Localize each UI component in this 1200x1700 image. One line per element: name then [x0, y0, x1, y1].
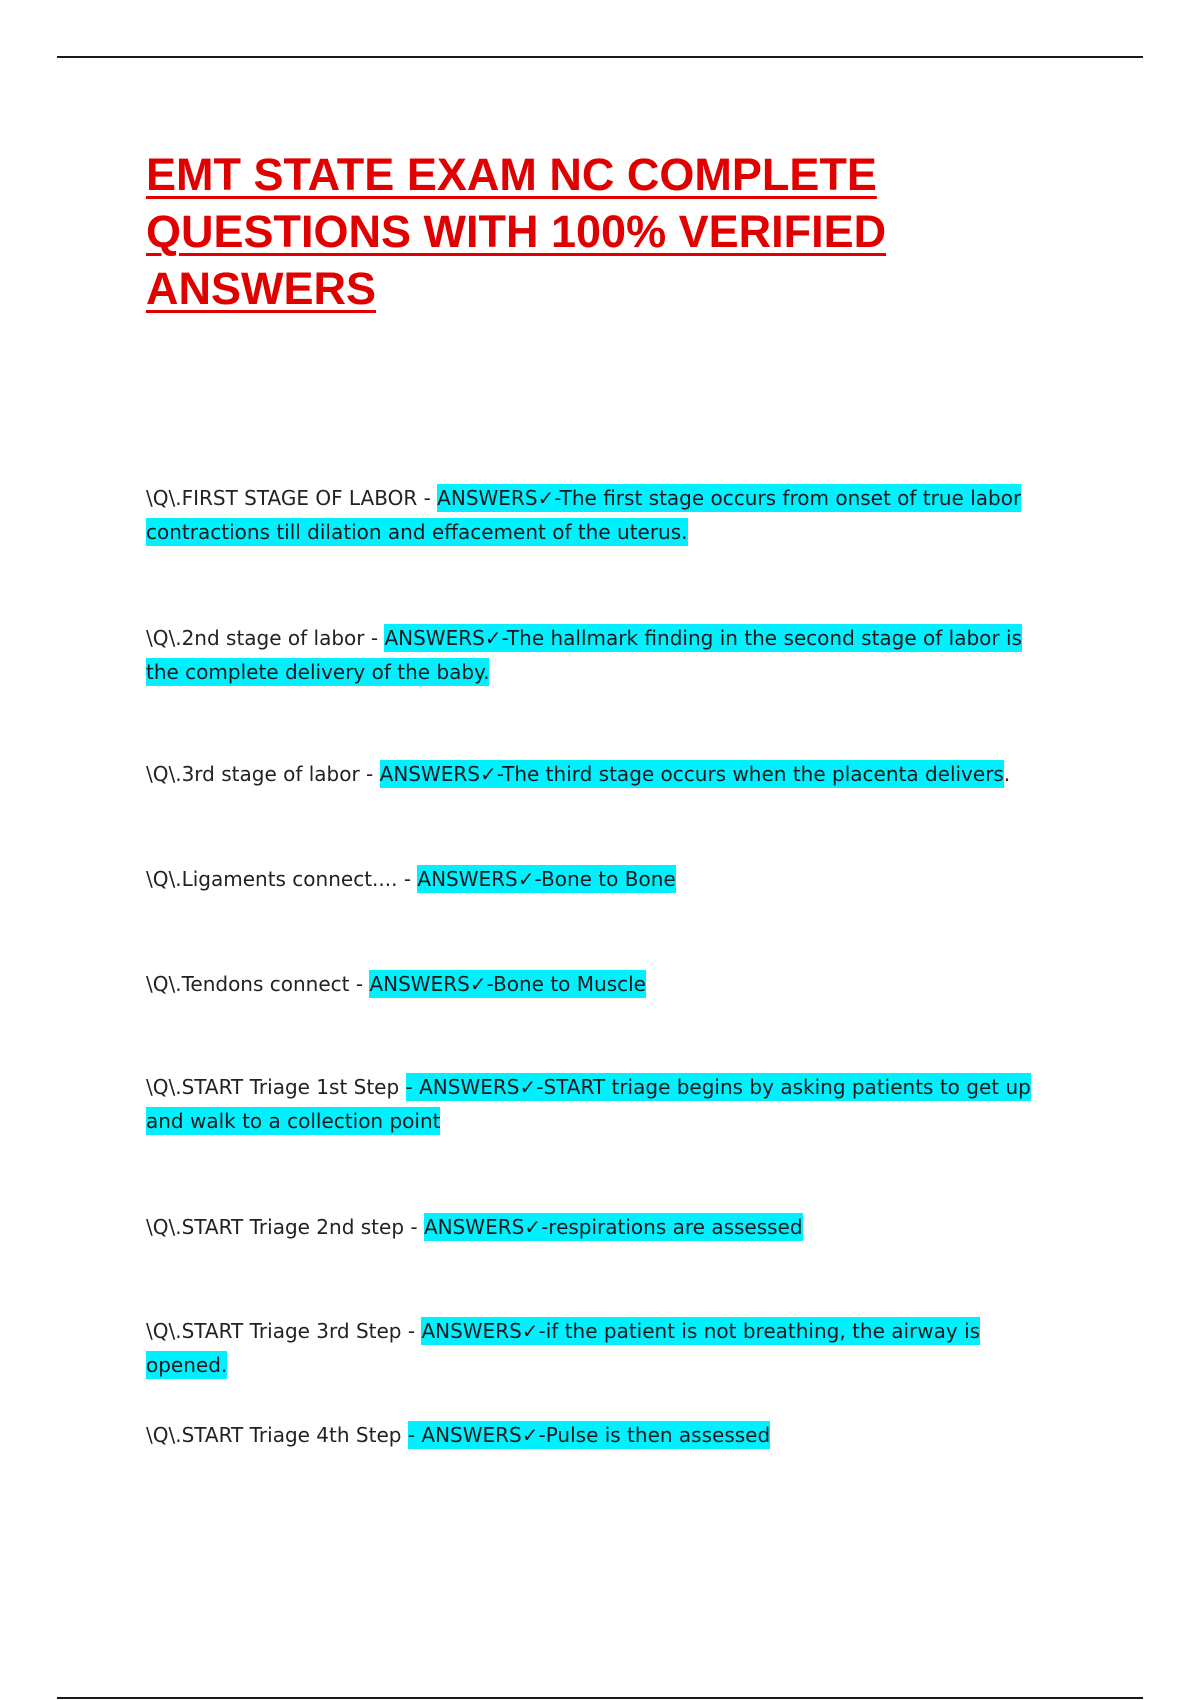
qa-item-8: [146, 1314, 1056, 1382]
qa-item-6: [146, 1070, 1056, 1138]
answer-highlight: ANSWERS✓-The third stage occurs when the placenta delivers: [379, 762, 1004, 786]
separator: -: [404, 1215, 424, 1239]
answer-highlight: - ANSWERS✓-Pulse is then assessed: [407, 1423, 771, 1447]
qa-item-2: [146, 621, 1056, 689]
answer-highlight: ANSWERS✓-Bone to Bone: [417, 867, 676, 891]
qa-item-9: [146, 1418, 1056, 1452]
question-text: \Q\.START Triage 4th Step: [146, 1423, 402, 1447]
separator: -: [349, 972, 370, 996]
answer-highlight: ANSWERS✓-if the patient is not breathing, the airway is opened.: [146, 1319, 981, 1377]
qa-item-7: [146, 1210, 1056, 1244]
question-text: \Q\.Tendons connect: [146, 972, 350, 996]
footer-rule: [57, 1697, 1143, 1699]
answer-highlight: ANSWERS✓-The first stage occurs from onset of true labor contractions till dilation and effacement of the uterus.: [146, 486, 1022, 544]
header-rule: [57, 56, 1143, 58]
separator: -: [401, 1319, 422, 1343]
qa-item-1: [146, 481, 1056, 549]
separator: [401, 1423, 407, 1447]
question-text: \Q\.START Triage 2nd step: [146, 1215, 405, 1239]
question-text: \Q\.3rd stage of labor: [146, 762, 360, 786]
question-text: \Q\.Ligaments connect....: [146, 867, 398, 891]
separator: -: [417, 486, 438, 510]
trailing-text: .: [1003, 762, 1011, 786]
qa-item-5: [146, 967, 1056, 1001]
question-text: \Q\.START Triage 1st Step: [146, 1075, 400, 1099]
separator: [399, 1075, 405, 1099]
document-title: EMT STATE EXAM NC COMPLETE QUESTIONS WITH 100% VERIFIED ANSWERS: [146, 149, 887, 314]
answer-highlight: ANSWERS✓-Bone to Muscle: [369, 972, 646, 996]
qa-item-3: [146, 757, 1056, 791]
answer-highlight: ANSWERS✓-respirations are assessed: [423, 1215, 803, 1239]
question-text: \Q\.START Triage 3rd Step: [146, 1319, 402, 1343]
answer-highlight: - ANSWERS✓-START triage begins by asking patients to get up and walk to a collection point: [146, 1075, 1031, 1133]
answer-highlight: ANSWERS✓-The hallmark finding in the second stage of labor is the complete delivery of the baby.: [146, 626, 1022, 684]
qa-item-4: [146, 862, 1056, 896]
separator: -: [359, 762, 380, 786]
question-text: \Q\.FIRST STAGE OF LABOR: [146, 486, 418, 510]
separator: -: [364, 626, 385, 650]
separator: -: [397, 867, 418, 891]
question-text: \Q\.2nd stage of labor: [146, 626, 365, 650]
